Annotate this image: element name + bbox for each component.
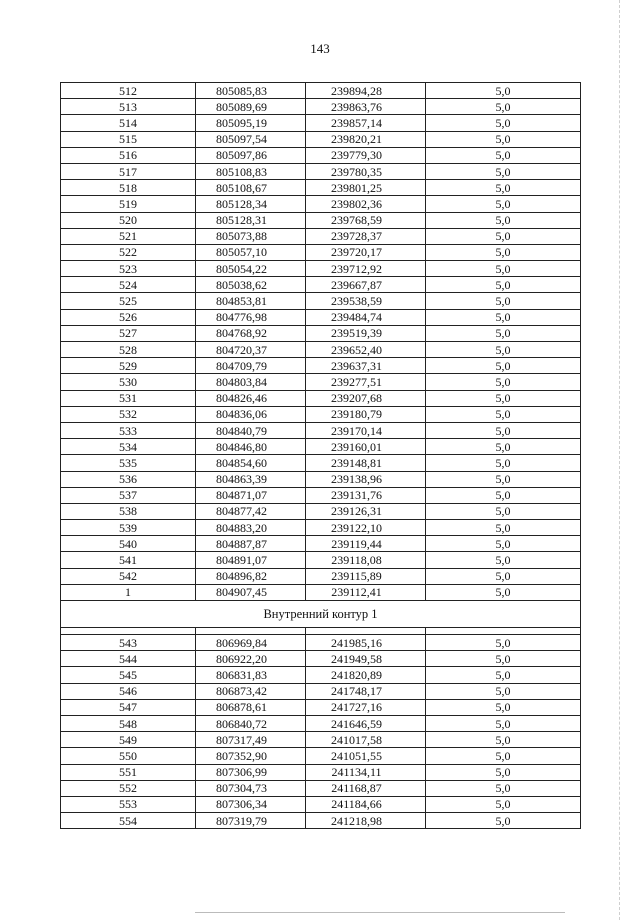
y-coordinate-cell: 239207,68: [306, 390, 426, 406]
y-coordinate-cell: 239277,51: [306, 374, 426, 390]
table-row: [61, 748, 581, 764]
y-coordinate-cell: 239126,31: [306, 503, 426, 519]
precision-cell: 5,0: [426, 683, 581, 699]
precision-cell: 5,0: [426, 813, 581, 829]
table-row: [61, 131, 581, 147]
point-number-cell: 550: [61, 748, 196, 764]
precision-cell: 5,0: [426, 651, 581, 667]
table-row: [61, 439, 581, 455]
table-row: [61, 683, 581, 699]
point-number-cell: 527: [61, 325, 196, 341]
table-row: [61, 261, 581, 277]
y-coordinate-cell: 241949,58: [306, 651, 426, 667]
precision-cell: 5,0: [426, 487, 581, 503]
point-number-cell: 529: [61, 358, 196, 374]
table-row: [61, 715, 581, 731]
y-coordinate-cell: 239652,40: [306, 342, 426, 358]
y-coordinate-cell: 239119,44: [306, 536, 426, 552]
point-number-cell: 546: [61, 683, 196, 699]
point-number-cell: 536: [61, 471, 196, 487]
table-row: [61, 374, 581, 390]
y-coordinate-cell: 239519,39: [306, 325, 426, 341]
y-coordinate-cell: 241985,16: [306, 635, 426, 651]
section-spacer-row: [61, 628, 581, 635]
point-number-cell: 514: [61, 115, 196, 131]
y-coordinate-cell: 241820,89: [306, 667, 426, 683]
precision-cell: 5,0: [426, 83, 581, 99]
precision-cell: 5,0: [426, 584, 581, 600]
y-coordinate-cell: 239720,17: [306, 244, 426, 260]
y-coordinate-cell: 239484,74: [306, 309, 426, 325]
table-row: [61, 212, 581, 228]
x-coordinate-cell: 806840,72: [196, 715, 306, 731]
precision-cell: 5,0: [426, 748, 581, 764]
x-coordinate-cell: 804883,20: [196, 520, 306, 536]
x-coordinate-cell: 804887,87: [196, 536, 306, 552]
table-row: [61, 536, 581, 552]
table-row: [61, 552, 581, 568]
point-number-cell: 548: [61, 715, 196, 731]
table-row: [61, 83, 581, 99]
x-coordinate-cell: 805089,69: [196, 99, 306, 115]
point-number-cell: 545: [61, 667, 196, 683]
x-coordinate-cell: 804768,92: [196, 325, 306, 341]
y-coordinate-cell: 239728,37: [306, 228, 426, 244]
x-coordinate-cell: 805097,86: [196, 147, 306, 163]
point-number-cell: 512: [61, 83, 196, 99]
y-coordinate-cell: 239118,08: [306, 552, 426, 568]
point-number-cell: 523: [61, 261, 196, 277]
x-coordinate-cell: 804720,37: [196, 342, 306, 358]
table-section: [61, 601, 581, 635]
point-number-cell: 535: [61, 455, 196, 471]
point-number-cell: 526: [61, 309, 196, 325]
table-row: [61, 277, 581, 293]
table-row: [61, 325, 581, 341]
section-header-row: [61, 601, 581, 628]
precision-cell: 5,0: [426, 406, 581, 422]
point-number-cell: 515: [61, 131, 196, 147]
spacer-cell: [196, 628, 306, 635]
point-number-cell: 522: [61, 244, 196, 260]
y-coordinate-cell: 239768,59: [306, 212, 426, 228]
y-coordinate-cell: 239802,36: [306, 196, 426, 212]
point-number-cell: 538: [61, 503, 196, 519]
precision-cell: 5,0: [426, 699, 581, 715]
table-row: [61, 584, 581, 600]
y-coordinate-cell: 239538,59: [306, 293, 426, 309]
precision-cell: 5,0: [426, 277, 581, 293]
x-coordinate-cell: 805073,88: [196, 228, 306, 244]
table-row: [61, 796, 581, 812]
x-coordinate-cell: 806878,61: [196, 699, 306, 715]
y-coordinate-cell: 241218,98: [306, 813, 426, 829]
precision-cell: 5,0: [426, 635, 581, 651]
table-row: [61, 651, 581, 667]
point-number-cell: 1: [61, 584, 196, 600]
precision-cell: 5,0: [426, 358, 581, 374]
table-row: [61, 780, 581, 796]
precision-cell: 5,0: [426, 439, 581, 455]
point-number-cell: 540: [61, 536, 196, 552]
precision-cell: 5,0: [426, 309, 581, 325]
point-number-cell: 521: [61, 228, 196, 244]
point-number-cell: 525: [61, 293, 196, 309]
x-coordinate-cell: 806922,20: [196, 651, 306, 667]
precision-cell: 5,0: [426, 99, 581, 115]
y-coordinate-cell: 241727,16: [306, 699, 426, 715]
x-coordinate-cell: 805095,19: [196, 115, 306, 131]
table-row: [61, 813, 581, 829]
spacer-cell: [306, 628, 426, 635]
precision-cell: 5,0: [426, 715, 581, 731]
x-coordinate-cell: 804709,79: [196, 358, 306, 374]
point-number-cell: 532: [61, 406, 196, 422]
x-coordinate-cell: 805085,83: [196, 83, 306, 99]
point-number-cell: 533: [61, 422, 196, 438]
x-coordinate-cell: 805128,34: [196, 196, 306, 212]
precision-cell: 5,0: [426, 764, 581, 780]
x-coordinate-cell: 804907,45: [196, 584, 306, 600]
point-number-cell: 534: [61, 439, 196, 455]
table-row: [61, 568, 581, 584]
table-row: [61, 520, 581, 536]
section-title: Внутренний контур 1: [61, 601, 581, 628]
point-number-cell: 517: [61, 163, 196, 179]
table-row: [61, 163, 581, 179]
x-coordinate-cell: 804853,81: [196, 293, 306, 309]
point-number-cell: 519: [61, 196, 196, 212]
x-coordinate-cell: 805108,83: [196, 163, 306, 179]
precision-cell: 5,0: [426, 455, 581, 471]
x-coordinate-cell: 805038,62: [196, 277, 306, 293]
precision-cell: 5,0: [426, 261, 581, 277]
table-row: [61, 309, 581, 325]
point-number-cell: 539: [61, 520, 196, 536]
y-coordinate-cell: 241748,17: [306, 683, 426, 699]
precision-cell: 5,0: [426, 503, 581, 519]
spacer-cell: [426, 628, 581, 635]
precision-cell: 5,0: [426, 552, 581, 568]
point-number-cell: 513: [61, 99, 196, 115]
point-number-cell: 547: [61, 699, 196, 715]
precision-cell: 5,0: [426, 131, 581, 147]
y-coordinate-cell: 239863,76: [306, 99, 426, 115]
x-coordinate-cell: 804854,60: [196, 455, 306, 471]
page-number: 143: [310, 41, 330, 56]
point-number-cell: 520: [61, 212, 196, 228]
y-coordinate-cell: 239779,30: [306, 147, 426, 163]
table-row: [61, 732, 581, 748]
x-coordinate-cell: 807306,34: [196, 796, 306, 812]
precision-cell: 5,0: [426, 390, 581, 406]
point-number-cell: 531: [61, 390, 196, 406]
point-number-cell: 530: [61, 374, 196, 390]
x-coordinate-cell: 807317,49: [196, 732, 306, 748]
spacer-cell: [61, 628, 196, 635]
x-coordinate-cell: 807352,90: [196, 748, 306, 764]
point-number-cell: 516: [61, 147, 196, 163]
precision-cell: 5,0: [426, 115, 581, 131]
y-coordinate-cell: 239801,25: [306, 180, 426, 196]
table-body-before: [61, 83, 581, 601]
precision-cell: 5,0: [426, 374, 581, 390]
y-coordinate-cell: 241646,59: [306, 715, 426, 731]
precision-cell: 5,0: [426, 796, 581, 812]
point-number-cell: 552: [61, 780, 196, 796]
point-number-cell: 543: [61, 635, 196, 651]
scan-bottom-line: [195, 912, 565, 913]
precision-cell: 5,0: [426, 667, 581, 683]
x-coordinate-cell: 806873,42: [196, 683, 306, 699]
table-body-after: [61, 635, 581, 829]
precision-cell: 5,0: [426, 520, 581, 536]
precision-cell: 5,0: [426, 212, 581, 228]
x-coordinate-cell: 804846,80: [196, 439, 306, 455]
point-number-cell: 553: [61, 796, 196, 812]
table-row: [61, 99, 581, 115]
precision-cell: 5,0: [426, 422, 581, 438]
y-coordinate-cell: 241051,55: [306, 748, 426, 764]
precision-cell: 5,0: [426, 536, 581, 552]
y-coordinate-cell: 239115,89: [306, 568, 426, 584]
point-number-cell: 541: [61, 552, 196, 568]
x-coordinate-cell: 804877,42: [196, 503, 306, 519]
precision-cell: 5,0: [426, 244, 581, 260]
point-number-cell: 549: [61, 732, 196, 748]
y-coordinate-cell: 239712,92: [306, 261, 426, 277]
table-row: [61, 699, 581, 715]
y-coordinate-cell: 239667,87: [306, 277, 426, 293]
y-coordinate-cell: 239780,35: [306, 163, 426, 179]
y-coordinate-cell: 239820,21: [306, 131, 426, 147]
x-coordinate-cell: 804836,06: [196, 406, 306, 422]
y-coordinate-cell: 239894,28: [306, 83, 426, 99]
x-coordinate-cell: 804840,79: [196, 422, 306, 438]
x-coordinate-cell: 805057,10: [196, 244, 306, 260]
y-coordinate-cell: 239637,31: [306, 358, 426, 374]
table-row: [61, 342, 581, 358]
table-row: [61, 293, 581, 309]
table-row: [61, 503, 581, 519]
point-number-cell: 524: [61, 277, 196, 293]
precision-cell: 5,0: [426, 732, 581, 748]
x-coordinate-cell: 805097,54: [196, 131, 306, 147]
table-row: [61, 471, 581, 487]
table-row: [61, 764, 581, 780]
y-coordinate-cell: 239138,96: [306, 471, 426, 487]
y-coordinate-cell: 241168,87: [306, 780, 426, 796]
x-coordinate-cell: 806831,83: [196, 667, 306, 683]
precision-cell: 5,0: [426, 780, 581, 796]
point-number-cell: 554: [61, 813, 196, 829]
precision-cell: 5,0: [426, 293, 581, 309]
x-coordinate-cell: 805054,22: [196, 261, 306, 277]
y-coordinate-cell: 239170,14: [306, 422, 426, 438]
precision-cell: 5,0: [426, 471, 581, 487]
precision-cell: 5,0: [426, 147, 581, 163]
table-row: [61, 147, 581, 163]
table-row: [61, 487, 581, 503]
x-coordinate-cell: 807304,73: [196, 780, 306, 796]
x-coordinate-cell: 804871,07: [196, 487, 306, 503]
table-row: [61, 667, 581, 683]
x-coordinate-cell: 804776,98: [196, 309, 306, 325]
y-coordinate-cell: 239857,14: [306, 115, 426, 131]
table-row: [61, 115, 581, 131]
x-coordinate-cell: 805108,67: [196, 180, 306, 196]
point-number-cell: 528: [61, 342, 196, 358]
point-number-cell: 537: [61, 487, 196, 503]
coordinates-table: [60, 82, 581, 829]
x-coordinate-cell: 804803,84: [196, 374, 306, 390]
table-row: [61, 422, 581, 438]
precision-cell: 5,0: [426, 228, 581, 244]
point-number-cell: 542: [61, 568, 196, 584]
precision-cell: 5,0: [426, 163, 581, 179]
table-row: [61, 390, 581, 406]
x-coordinate-cell: 804826,46: [196, 390, 306, 406]
y-coordinate-cell: 239160,01: [306, 439, 426, 455]
precision-cell: 5,0: [426, 180, 581, 196]
y-coordinate-cell: 241017,58: [306, 732, 426, 748]
y-coordinate-cell: 239131,76: [306, 487, 426, 503]
table-row: [61, 228, 581, 244]
precision-cell: 5,0: [426, 325, 581, 341]
x-coordinate-cell: 805128,31: [196, 212, 306, 228]
x-coordinate-cell: 807306,99: [196, 764, 306, 780]
x-coordinate-cell: 804863,39: [196, 471, 306, 487]
y-coordinate-cell: 239122,10: [306, 520, 426, 536]
table-row: [61, 358, 581, 374]
table-row: [61, 244, 581, 260]
precision-cell: 5,0: [426, 196, 581, 212]
precision-cell: 5,0: [426, 342, 581, 358]
point-number-cell: 544: [61, 651, 196, 667]
y-coordinate-cell: 239180,79: [306, 406, 426, 422]
scan-edge-line: [619, 0, 620, 920]
x-coordinate-cell: 807319,79: [196, 813, 306, 829]
point-number-cell: 551: [61, 764, 196, 780]
precision-cell: 5,0: [426, 568, 581, 584]
x-coordinate-cell: 804896,82: [196, 568, 306, 584]
table-row: [61, 196, 581, 212]
x-coordinate-cell: 806969,84: [196, 635, 306, 651]
y-coordinate-cell: 241134,11: [306, 764, 426, 780]
y-coordinate-cell: 239148,81: [306, 455, 426, 471]
table-row: [61, 455, 581, 471]
x-coordinate-cell: 804891,07: [196, 552, 306, 568]
y-coordinate-cell: 241184,66: [306, 796, 426, 812]
point-number-cell: 518: [61, 180, 196, 196]
y-coordinate-cell: 239112,41: [306, 584, 426, 600]
table-row: [61, 635, 581, 651]
table-row: [61, 406, 581, 422]
table-row: [61, 180, 581, 196]
